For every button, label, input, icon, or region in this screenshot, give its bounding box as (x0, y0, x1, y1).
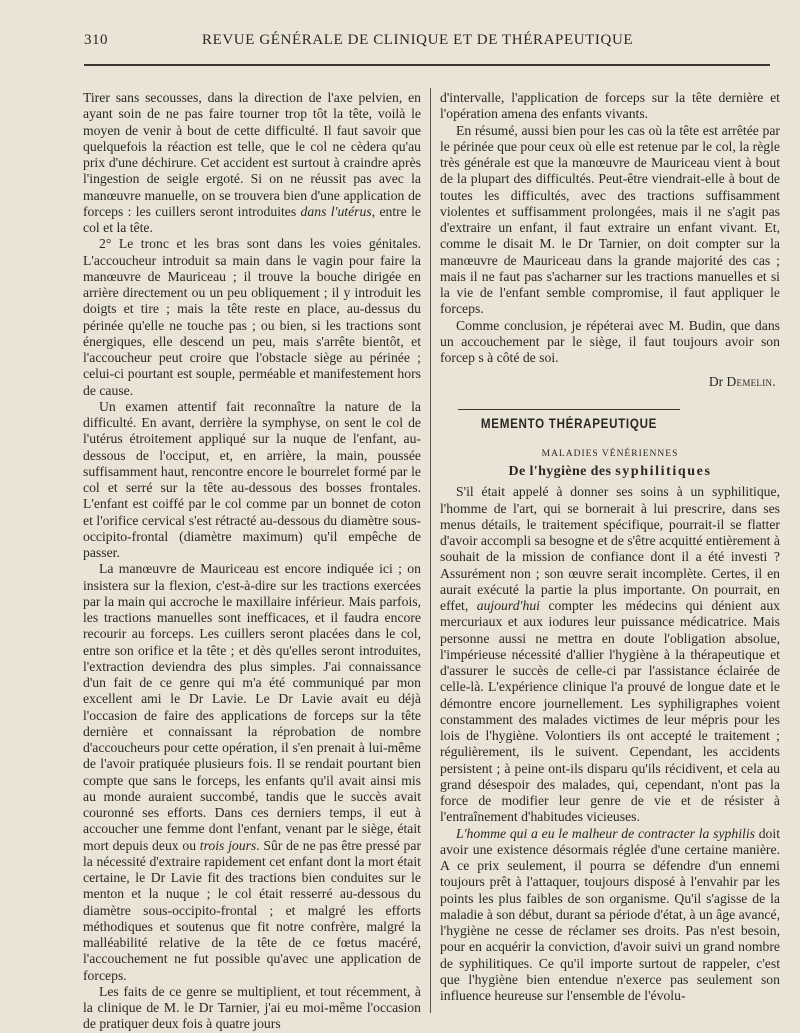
running-title: REVUE GÉNÉRALE DE CLINIQUE ET DE THÉRAPEUTIQUE (202, 32, 634, 48)
column-divider (430, 88, 431, 1013)
memento-title: MEMENTO THÉRAPEUTIQUE (480, 415, 658, 431)
paragraph: d'intervalle, l'application de forceps sur la tête dernière et l'opération amena des enfants vivants. (440, 90, 780, 122)
memento-rule (458, 409, 680, 410)
header-rule (84, 64, 770, 66)
paragraph: 2° Le tronc et les bras sont dans les voies génitales. L'accoucheur introduit sa main dans le vagin pour faire la manœuvre de Mauriceau ; il trouve la bouche dirigée en arrière directement ou un peu obliquement ; il y introduit les doigts et tire ; mais la tête reste en place, au-dessus du périnée qu'elle ne touche pas ; ou bien, si les tractions sont énergiques, elle descend un peu, mais s'arrête bientôt, et l'accoucheur peut croire que l'obstacle siège au périnée ; celui-ci pourtant est souple, perméable et manifestement hors de cause. (83, 236, 421, 398)
right-column (440, 90, 780, 1004)
paragraph: L'homme qui a eu le malheur de contracter la syphilis doit avoir une existence désormais réglée d'une certaine manière. A ce prix seulement, il pourra se défendre d'un ennemi toujours prêt à l'attaquer, toujours disposé à l'envahir par les points les plus faibles de son organisme. Qu'il s'agisse de la maladie à son début, durant sa période d'état, à un âge avancé, l'hygiène ne cesse de réclamer ses droits. Pas n'est besoin, pour en acquérir la conviction, d'avoir suivi un grand nombre de syphilitiques. Ce qu'il importe surtout de rappeler, c'est que l'hygiène bien entendue n'exerce pas seulement son influence heureuse sur l'ensemble de l'évolu- (440, 825, 780, 1003)
paragraph: En résumé, aussi bien pour les cas où la tête est arrêtée par le périnée que pour ceux où elle est retenue par le col, la règle très générale est que la manœuvre de Mauriceau vient à bout de la plupart des difficultés. Peut-être viendrait-elle à bout de toutes les difficultés, avec des tractions suffisamment violentes et suffisamment prolongées, mais il ne s'agit pas d'extraire un enfant, il faut extraire un enfant vivant. Et, comme le disait M. le Dr Tarnier, on doit compter sur la manœuvre de Mauriceau dans la grande majorité des cas ; mais il ne faut pas s'acharner sur les tractions manuelles et si la vie de l'enfant semble compromise, il faut appliquer le forceps. (440, 122, 780, 317)
left-column (83, 90, 421, 1033)
paragraph: S'il était appelé à donner ses soins à un syphilitique, l'homme de l'art, qui se bornerait à lui prescrire, dans ses menus détails, le traitement spécifique, pourrait-il se flatter d'avoir accompli sa besogne et de s'être acquitté entièrement à souhait de la mission de confiance dont il a été investi ? Assurément non ; son œuvre serait incomplète. Certes, il en aurait exécuté la partie la plus importante. On pourrait, en effet, aujourd'hui compter les médecins qui dénient aux mercuriaux et aux iodures leur puissance médicatrice. Mais personne aussi ne mettra en doute l'obligation absolue, l'impérieuse nécessité d'allier l'hygiène à la thérapeutique et d'assurer le succès de celle-ci par l'assistance éclairée de celle-là. L'expérience clinique l'a prouvé de longue date et le démontre encore journellement. Les syphiligraphes voient constamment des malades victimes de leur mépris pour les lois de l'hygiène. Volontiers ils ont accepté le traitement ; régulièrement, ils le suivent. Cependant, les accidents persistent ; à peine ont-ils disparu qu'ils récidivent, et cela au grand désespoir des malades, qui, cependant, n'ont pas la force de modifier leur genre de vie et de résister à l'entraînement d'habitudes vicieuses. (440, 484, 781, 825)
section-label: MALADIES VÉNÉRIENNES (541, 448, 679, 459)
page-header (84, 32, 764, 58)
paragraph: Tirer sans secousses, dans la direction de l'axe pelvien, en ayant soin de ne pas faire tourner trop tôt la tête, voilà le moyen de venir à bout de cette difficulté. Il faut savoir que quelquefois la réaction est telle, que le col ne cèdera qu'au prix d'une déchirure. Cet accident est surtout à craindre après l'ingestion de seigle ergoté. Si on ne réussit pas avec la manœuvre manuelle, on se trouvera bien d'une application de forceps : les cuillers seront introduites dans l'utérus, entre le col et la tête. (83, 90, 421, 235)
paragraph: Un examen attentif fait reconnaître la nature de la difficulté. En avant, derrière la symphyse, on sent le col de l'utérus étroitement appliqué sur la nuque de l'enfant, au-dessous de l'occiput, et, en arrière, la main, poussée suffisamment haut, rencontre encore le bourrelet formé par le col et serré sur la tête au-dessous des bosses frontales. L'enfant est coiffé par le col comme par un bonnet de coton et l'orifice cervical s'est rétracté au-dessous du diamètre sous-occipito-frontal (diamètre maximum) qu'il empêche de passer. (83, 398, 421, 560)
paragraph: La manœuvre de Mauriceau est encore indiquée ici ; on insistera sur la flexion, c'est-à-dire sur les tractions exercées par la main qui accroche le maxillaire inférieur. Mais parfois, les tractions manuelles sont inefficaces, et il faudra encore recourir au forceps. Les cuillers seront placées dans le col, entre son orifice et la tête ; et dès qu'elles seront introduites, l'extraction deviendra des plus simples. J'ai connaissance d'un fait de ce genre qui m'a été communiqué par mon excellent ami le Dr Lavie. Le Dr Lavie avait eu déjà l'occasion de faire des applications de forceps sur la tête dernière et connaissant la réprobation de nombre d'accoucheurs pour cette opération, il s'en prenait à lui-même de l'avoir pratiquée plusieurs fois. Il se rendait pourtant bien compte que sans le forceps, les enfants qu'il avait ainsi mis au monde auraient succombé, tandis que le succès avait couronné ses efforts. Dans ces derniers temps, il eut à accoucher une femme dont l'enfant, venant par le siège, était mort depuis deux ou trois jours. Sûr de ne pas être pressé par la nécessité d'extraire rapidement cet enfant dont la mort était certaine, le Dr Lavie fit des tractions bien conduites sur le menton et la nuque ; le col était resserré au-dessous du diamètre sous-occipito-frontal ; et malgré les efforts méthodiques et soutenus que fit notre confrère, malgré la malléabilité relative de la tête de ce fœtus macéré, l'accouchement ne fut possible qu'avec une application de forceps. (83, 561, 422, 983)
page-number: 310 (84, 32, 108, 48)
author-signature: Dr Demelin. (708, 374, 776, 390)
section-title: De l'hygiène des syphilitiques (508, 464, 712, 479)
paragraph: Comme conclusion, je répéterai avec M. Budin, que dans un accouchement par le siège, il faut toujours avoir son forcep s à côté de soi. (440, 317, 780, 365)
paragraph: Les faits de ce genre se multiplient, et tout récemment, à la clinique de M. le Dr Tarnier, j'ai eu moi-même l'occasion de pratiquer deux fois à quatre jours (83, 983, 421, 1032)
